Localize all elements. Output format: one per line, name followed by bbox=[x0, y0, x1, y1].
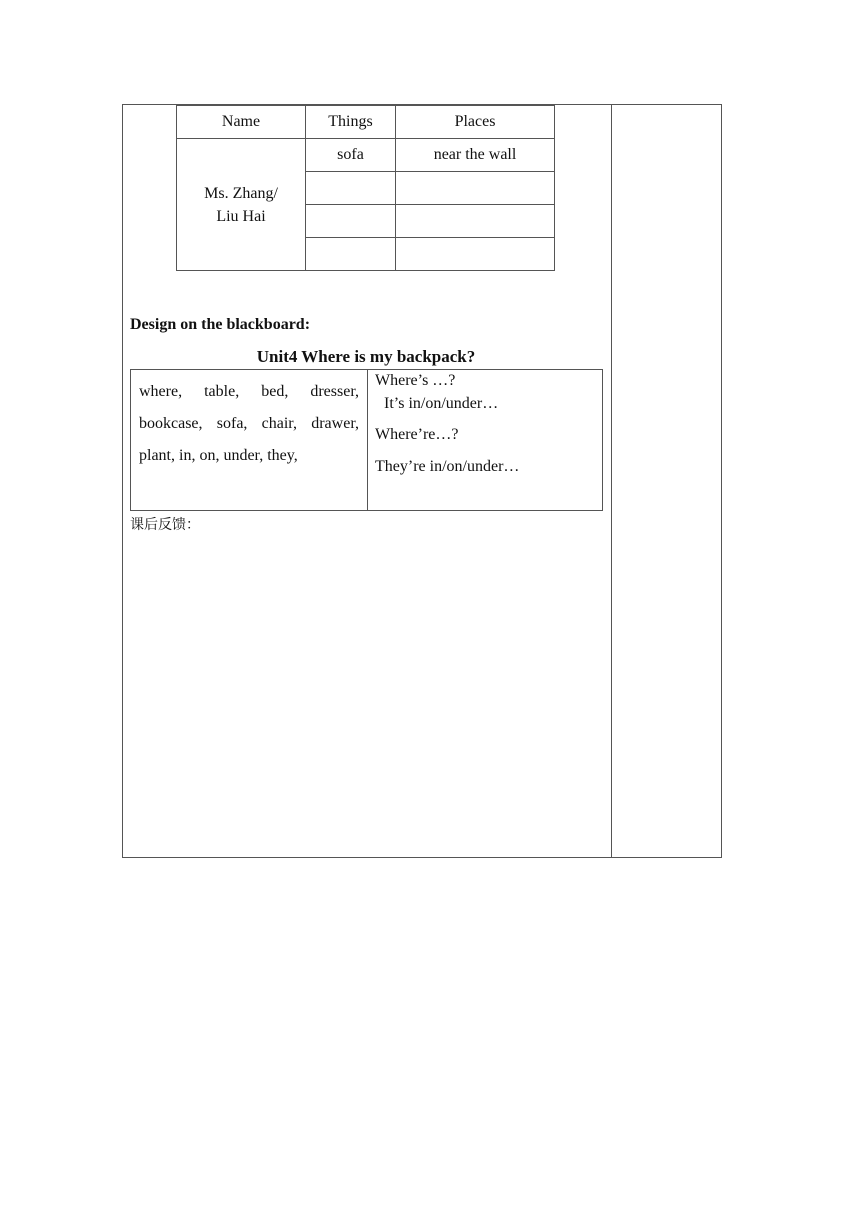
blackboard-design-box bbox=[130, 369, 603, 511]
table-header-row bbox=[177, 106, 555, 139]
pattern-answer-1: It’s in/on/under… bbox=[384, 395, 499, 412]
place-cell: near the wall bbox=[396, 139, 555, 172]
header-places: Places bbox=[396, 106, 555, 139]
thing-cell bbox=[306, 205, 396, 238]
name-line-2: Liu Hai bbox=[216, 207, 266, 225]
feedback-label: 课后反馈： bbox=[130, 517, 200, 533]
vocab-line: where, table, bed, dresser, bbox=[139, 383, 359, 400]
board-divider bbox=[367, 370, 368, 510]
things-places-table bbox=[176, 105, 555, 271]
design-heading: Design on the blackboard: bbox=[130, 316, 311, 333]
header-name: Name bbox=[177, 106, 306, 139]
thing-cell bbox=[306, 172, 396, 205]
vocab-line: bookcase, sofa, chair, drawer, bbox=[139, 415, 359, 432]
pattern-answer-2: They’re in/on/under… bbox=[375, 458, 520, 475]
name-line-1: Ms. Zhang/ bbox=[204, 184, 278, 202]
pattern-question-2: Where’re…? bbox=[375, 426, 459, 443]
name-cell bbox=[177, 139, 306, 271]
header-things: Things bbox=[306, 106, 396, 139]
vocab-line: plant, in, on, under, they, bbox=[139, 447, 298, 464]
place-cell bbox=[396, 238, 555, 271]
pattern-question-1: Where’s …? bbox=[375, 372, 456, 389]
thing-cell: sofa bbox=[306, 139, 396, 172]
unit-title: Unit4 Where is my backpack? bbox=[256, 347, 476, 366]
thing-cell bbox=[306, 238, 396, 271]
place-cell bbox=[396, 205, 555, 238]
place-cell bbox=[396, 172, 555, 205]
table-row bbox=[177, 139, 555, 172]
frame-column-divider bbox=[611, 104, 612, 858]
vocabulary-list bbox=[139, 376, 359, 472]
